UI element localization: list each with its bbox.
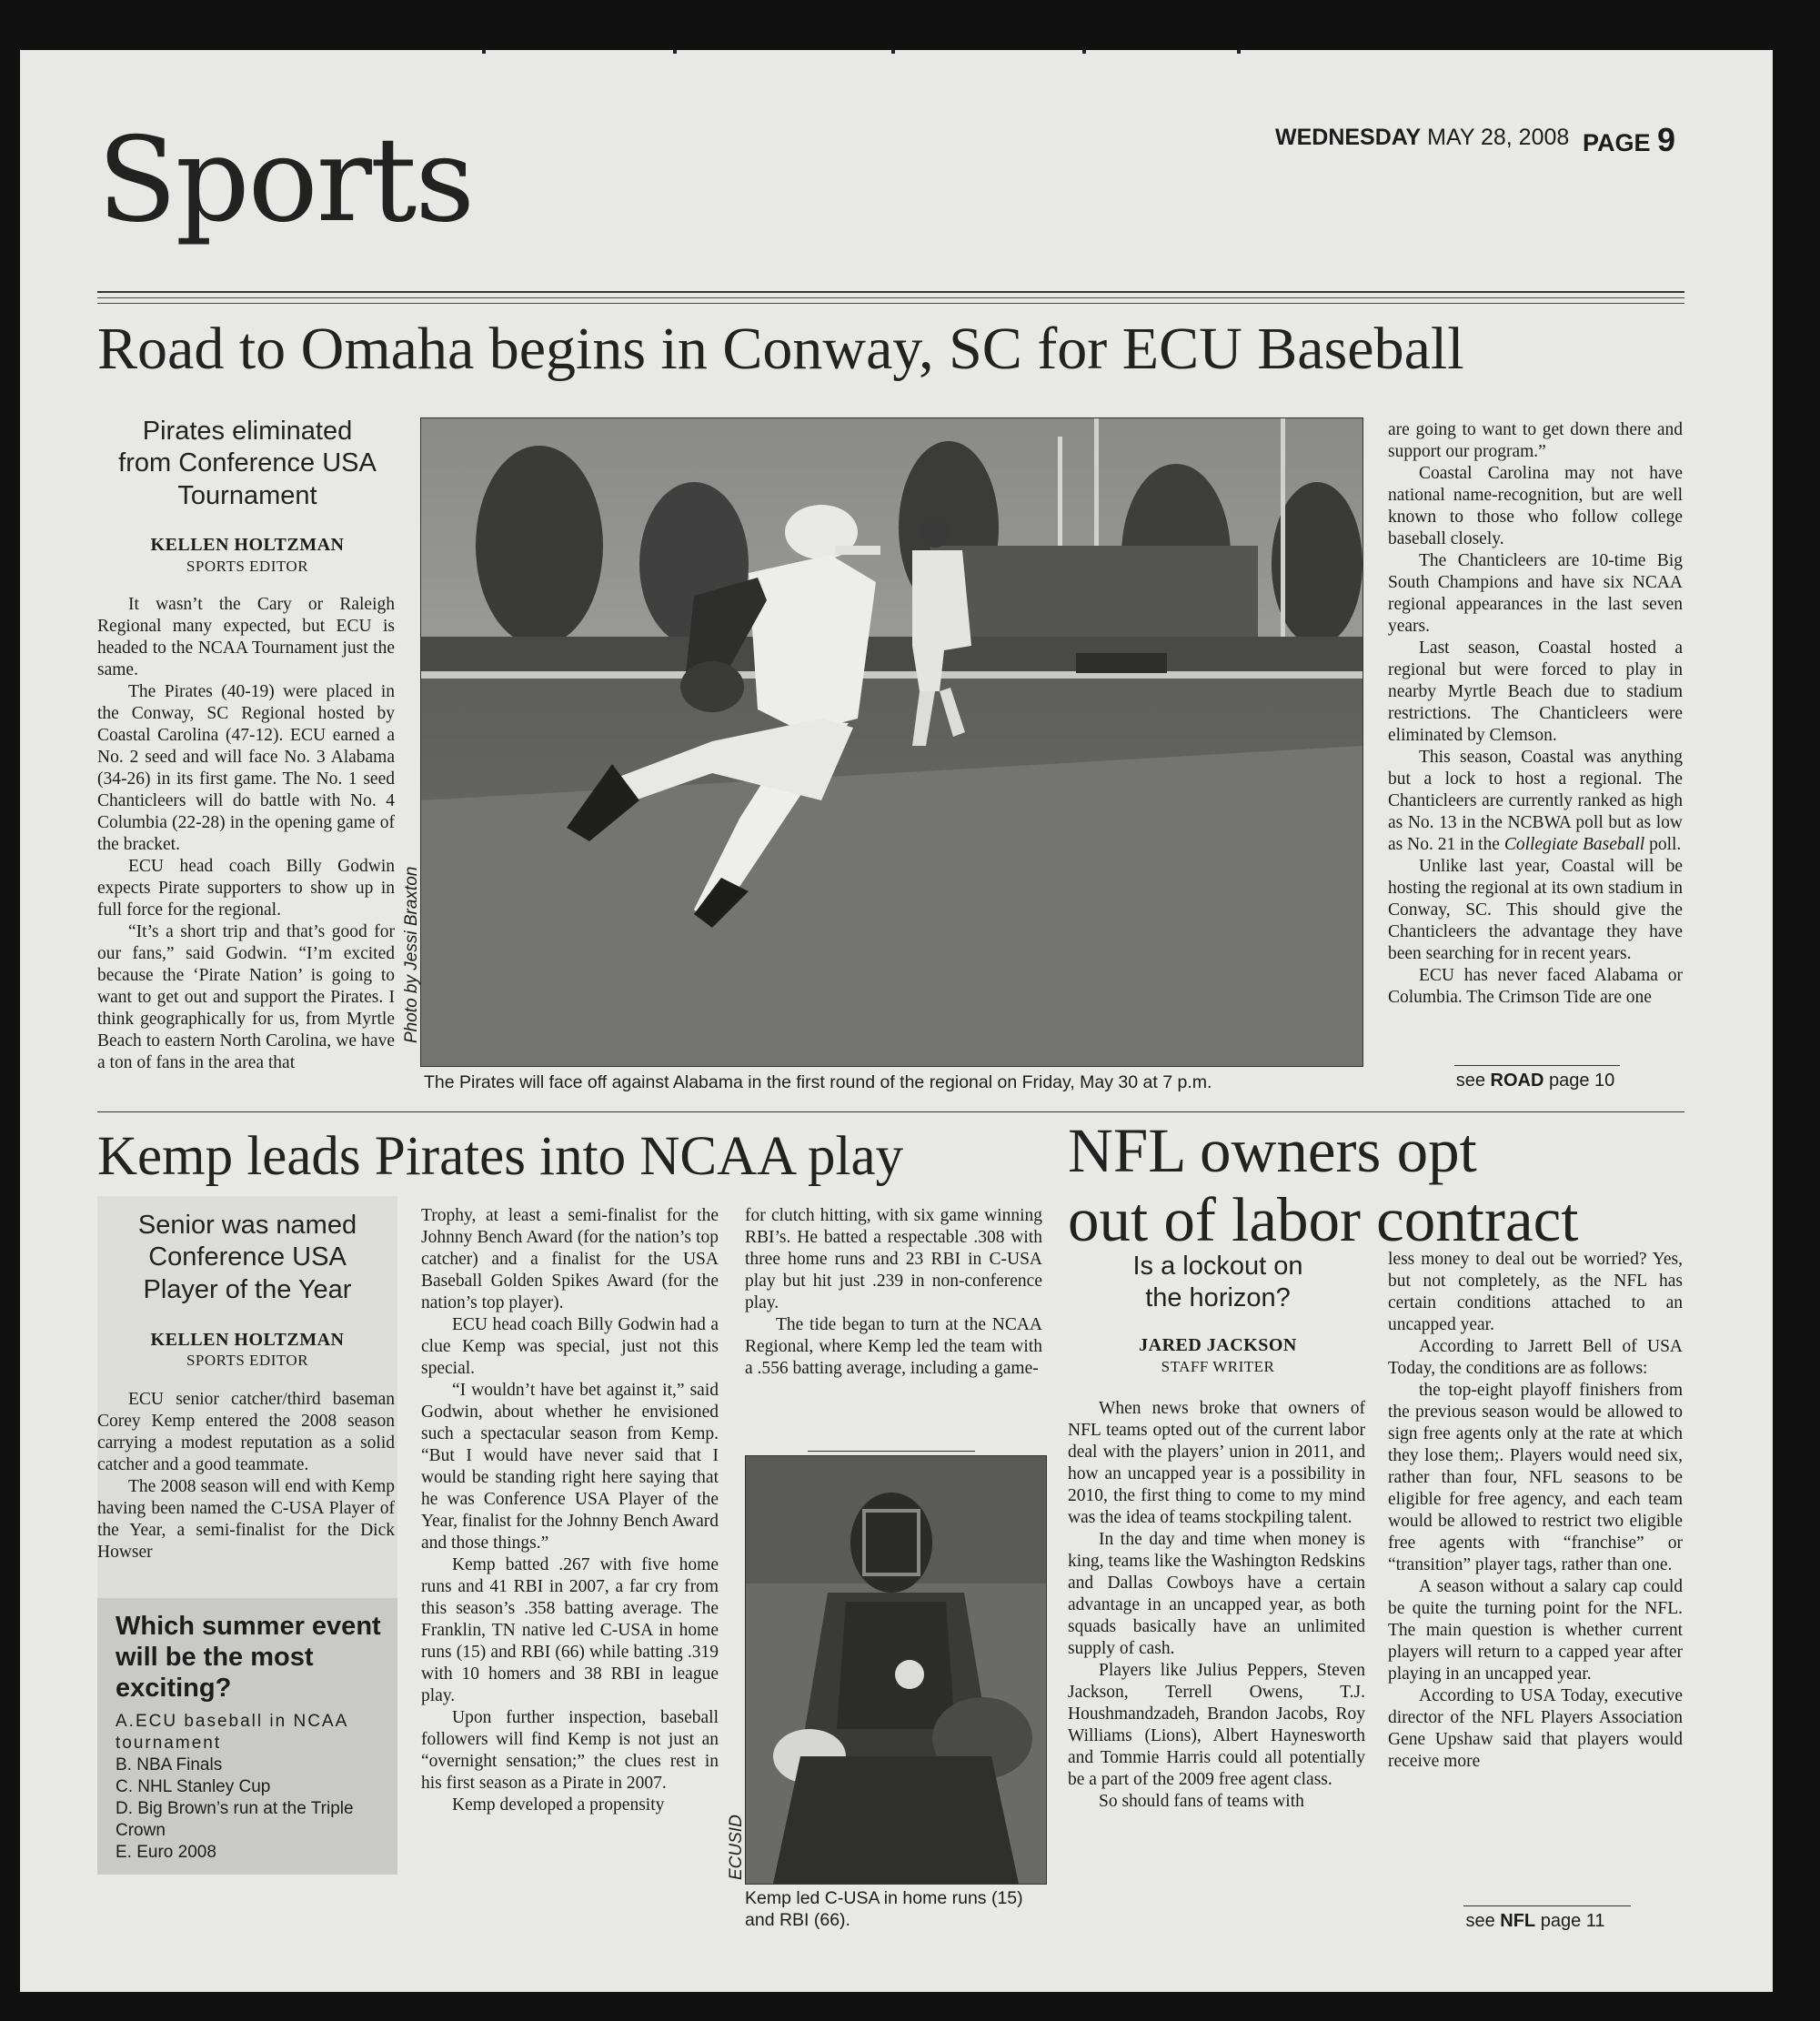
poll-option[interactable]: D. Big Brown’s run at the Triple Crown (116, 1799, 354, 1840)
poll-question: Which summer event will be the most exciting? (116, 1612, 381, 1704)
registration-mark (1237, 50, 1241, 54)
story3-column-1: When news broke that owners of NFL teams opted out of the current labor deal with the players’ union in 2011, and how an uncapped year is a possibility in 2010, the first thing to come to my mind was the idea of teams stockpiling talent. In the day and time when money is king, teams like the Washington Redskins and Dallas Cowboys have a certain advantage in an uncapped year, as both squads basically have an unlimited supply of cash. Players like Julius Peppers, Steven Jackson, Terrell Owens, T.J. Houshmandzadeh, Brandon Jacobs, Roy Williams (Lions), Albert Haynesworth and Tommie Harris could all potentially be a part of the 2009 free agent class. So should fans of teams with (1068, 1399, 1365, 1811)
catcher-photo-svg (746, 1456, 1046, 1884)
story1-photo-credit: Photo by Jessi Braxton (402, 866, 421, 1043)
story3-deck: Is a lockout on the horizon? (1132, 1252, 1303, 1313)
story1-byline-title: SPORTS EDITOR (186, 558, 309, 575)
story3-jump-link[interactable]: see NFL page 11 (1465, 1911, 1605, 1931)
story1-photo-caption: The Pirates will face off against Alabama in the first round of the regional on Friday, May 30 at 7 p.m. (424, 1072, 1212, 1092)
story1-byline: KELLEN HOLTZMAN (150, 535, 345, 555)
dateline (1275, 125, 1569, 151)
story2-column-1: ECU senior catcher/third baseman Corey Kemp entered the 2008 season carrying a modest reputation as a solid catcher and a good teammate. The 2008 season will end with Kemp having been named the C-USA Player of the Year, a semi-finalist for the Dick Howser (97, 1390, 395, 1562)
poll-option[interactable]: A.ECU baseball in NCAA tournament (116, 1712, 348, 1753)
story3-column-2: less money to deal out be worried? Yes, but not completely, as the NFL has certain conditions attached to an uncapped year. According to Jarrett Bell of USA Today, the conditions are as follows: the top-eight playoff finishers from the previous season would be allowed to sign free agents only at the rate at which they lose them;. Players would need six, rather than four, NFL seasons to be eligible for free agency, and each team would be allowed to restrict two eligible free agents with “franchise” or “transition” player tags, rather than one. A season without a salary cap could be quite the turning point for the NFL. The main question is whether current players will return to a capped year after playing in an uncapped year. According to USA Today, executive director of the NFL Players Association Gene Upshaw said that players would receive more (1388, 1250, 1683, 1771)
story2-column-3: for clutch hitting, with six game winning RBI’s. He batted a respectable .308 with three home runs and 23 RBI in C-USA play but hit just .239 in non-conference play. The tide began to turn at the NCAA Regional, where Kemp led the team with a .556 batting average, including a game- (745, 1206, 1042, 1378)
poll-option[interactable]: E. Euro 2008 (116, 1843, 216, 1862)
registration-mark (673, 50, 677, 54)
story3-headline: NFL owners opt out of labor contract (1068, 1116, 1579, 1254)
story2-deck: Senior was named Conference USA Player of the Year (137, 1211, 357, 1304)
story1-deck: Pirates eliminated from Conference USA Tournament (118, 417, 377, 510)
catcher-photo-main (745, 1455, 1047, 1885)
story1-column-1: It wasn’t the Cary or Raleigh Regional many expected, but ECU is headed to the NCAA Tournament just the same. The Pirates (40-19) were placed in the Conway, SC Regional hosted by Coastal Carolina (47-12). ECU earned a No. 2 seed and will face No. 3 Alabama (34-26) in its first game. The No. 1 seed Chanticleers will do battle with No. 4 Columbia (22-28) in the opening game of the bracket. ECU head coach Billy Godwin expects Pirate supporters to show up in full force for the regional. “It’s a short trip and that’s good for our fans,” said Godwin. “I’m excited because the ‘Pirate Nation’ is going to want to get out and support the Pirates. I think geographically for us, from Myrtle Beach to eastern North Carolina, we have a ton of fans in the area that (97, 595, 395, 1072)
masthead-rule (97, 303, 1684, 304)
poll-options (116, 1711, 379, 1864)
day-label: WEDNESDAY (1275, 125, 1422, 150)
newspaper-page (20, 50, 1773, 1992)
story1-headline: Road to Omaha begins in Conway, SC for ECU Baseball (97, 316, 1464, 382)
masthead-rule (97, 291, 1684, 293)
section-title: Sports (97, 113, 473, 248)
reader-poll (97, 1598, 397, 1875)
baseball-photo (420, 417, 1363, 1067)
story3-jump-rule (1463, 1905, 1631, 1906)
section-divider (97, 1111, 1684, 1112)
story2-byline-title: SPORTS EDITOR (186, 1352, 309, 1369)
baseball-photo-image (421, 418, 1362, 1066)
story3-byline-title: STAFF WRITER (1161, 1358, 1275, 1375)
poll-option[interactable]: C. NHL Stanley Cup (116, 1777, 271, 1796)
story2-photo-caption: Kemp led C-USA in home runs (15) and RBI (66). (745, 1888, 1023, 1930)
registration-mark (1082, 50, 1086, 54)
registration-mark (482, 50, 486, 54)
story2-photo-credit: ECUSID (727, 1815, 746, 1880)
story2-jump-rule (808, 1451, 975, 1452)
masthead-rule (97, 297, 1684, 298)
story2-column-2: Trophy, at least a semi-finalist for the Johnny Bench Award (for the nation’s top catcher) and a finalist for the USA Baseball Golden Spikes Award (for the nation’s top player). ECU head coach Billy Godwin had a clue Kemp was special, just not this special. “I wouldn’t have bet against it,” said Godwin, about whether he envisioned such a spectacular season from Kemp. “But I would have never said that I would be standing right here saying that he was Conference USA Player of the Year, finalist for the Johnny Bench Award and those things.” Kemp batted .267 with five home runs and 41 RBI in 2007, a far cry from this season’s .358 batting average. The Franklin, TN native led C-USA in home runs (15) and RBI (66) while batting .319 with 10 homers and 38 RBI in league play. Upon further inspection, baseball followers will find Kemp is not just an “overnight sensation;” the clues rest in his first season as a Pirate in 2007. Kemp developed a propensity (421, 1206, 719, 1815)
page-number-value: 9 (1657, 121, 1676, 158)
page-label: PAGE (1583, 129, 1651, 156)
story2-headline: Kemp leads Pirates into NCAA play (97, 1126, 904, 1187)
story1-jump-rule (1454, 1065, 1620, 1066)
page-number (1583, 121, 1675, 159)
poll-option[interactable]: B. NBA Finals (116, 1755, 223, 1775)
registration-mark (891, 50, 895, 54)
date-label: MAY 28, 2008 (1427, 125, 1570, 150)
story2-byline: KELLEN HOLTZMAN (150, 1330, 345, 1350)
story1-column-2: are going to want to get down there and support our program.” Coastal Carolina may not have national name-recognition, but are well known to those who follow college baseball closely. The Chanticleers are 10-time Big South Champions and have six NCAA regional appearances in the last seven years. Last season, Coastal hosted a regional but were forced to play in nearby Myrtle Beach due to stadium restrictions. The Chanticleers were eliminated by Clemson. This season, Coastal was anything but a lock to host a regional. The Chanticleers are currently ranked as high as No. 13 in the NCBWA poll but as low as No. 21 in the Collegiate Baseball poll. Unlike last year, Coastal will be hosting the regional at its own stadium in Conway, SC. This should give the Chanticleers the advantage they have been searching for in recent years. ECU has never faced Alabama or Columbia. The Crimson Tide are one (1388, 420, 1683, 1007)
story3-byline: JARED JACKSON (1139, 1335, 1297, 1355)
story1-jump-link[interactable]: see ROAD page 10 (1455, 1071, 1615, 1091)
